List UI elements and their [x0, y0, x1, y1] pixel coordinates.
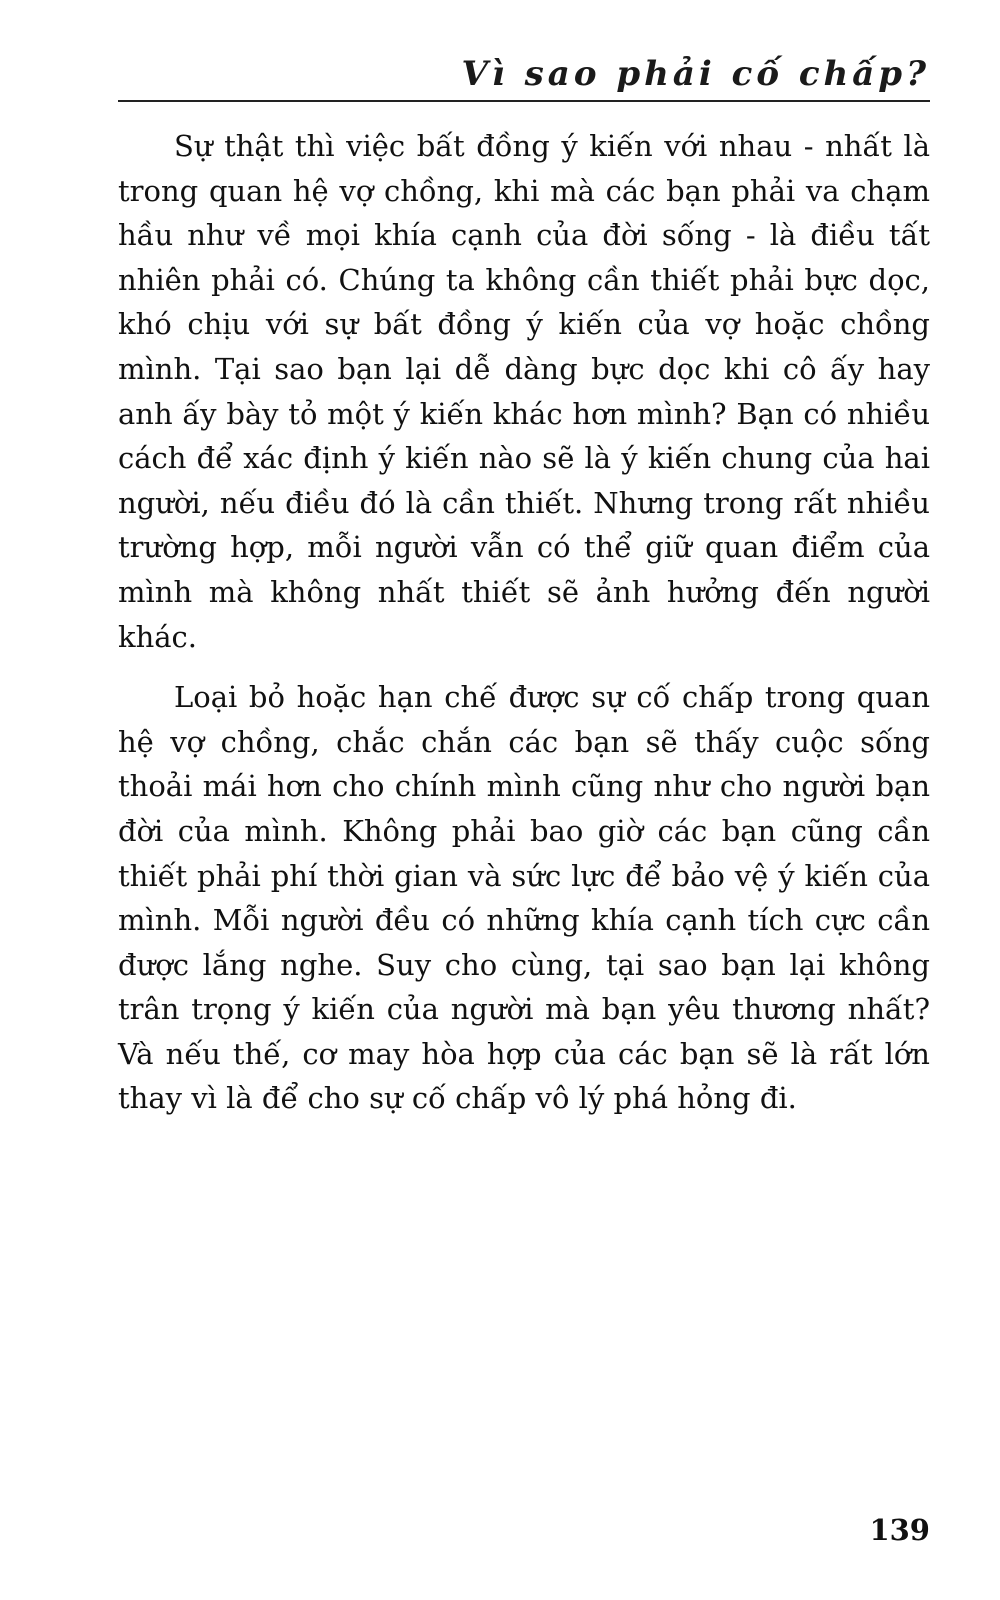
- page-number: 139: [869, 1513, 930, 1547]
- paragraph-2: Loại bỏ hoặc hạn chế được sự cố chấp trong quan hệ vợ chồng, chắc chắn các bạn sẽ thấy cuộc sống thoải mái hơn cho chính mình cũng như cho người bạn đời của mình. Không phải bao giờ các bạn cũng cần thiết phải phí thời gian và sức lực để bảo vệ ý kiến của mình. Mỗi người đều có những khía cạnh tích cực cần được lắng nghe. Suy cho cùng, tại sao bạn lại không trân trọng ý kiến của người mà bạn yêu thương nhất? Và nếu thế, cơ may hòa hợp của các bạn sẽ là rất lớn thay vì là để cho sự cố chấp vô lý phá hỏng đi.: [118, 680, 930, 1116]
- running-header: [118, 52, 930, 102]
- running-header-title: Vì sao phải cố chấp?: [461, 54, 930, 94]
- paragraph-1: Sự thật thì việc bất đồng ý kiến với nhau - nhất là trong quan hệ vợ chồng, khi mà các bạn phải va chạm hầu như về mọi khía cạnh của đời sống - là điều tất nhiên phải có. Chúng ta không cần thiết phải bực dọc, khó chịu với sự bất đồng ý kiến của vợ hoặc chồng mình. Tại sao bạn lại dễ dàng bực dọc khi cô ấy hay anh ấy bày tỏ một ý kiến khác hơn mình? Bạn có nhiều cách để xác định ý kiến nào sẽ là ý kiến chung của hai người, nếu điều đó là cần thiết. Nhưng trong rất nhiều trường hợp, mỗi người vẫn có thể giữ quan điểm của mình mà không nhất thiết sẽ ảnh hưởng đến người khác.: [118, 129, 930, 654]
- body-text: [118, 124, 930, 1137]
